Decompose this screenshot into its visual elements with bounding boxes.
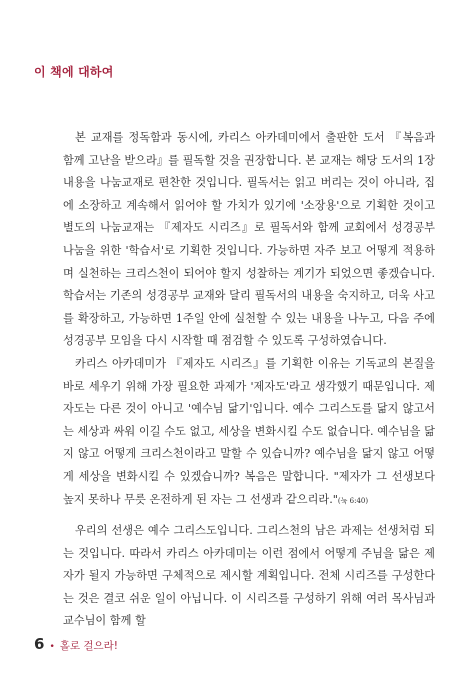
paragraph-2-text: 카리스 아카데미가 『제자도 시리즈』를 기획한 이유는 기독교의 본질을 바로 세우기 위해 가장 필요한 과제가 '제자도'라고 생각했기 때문입니다. 제자도는 다른 것이 아니고 '예수님 닮기'입니다. 예수 그리스도를 닮지 않고서는 세상과 싸워 이길 수도 없고, 세상을 변화시킬 수도 없습니다. 예수님을 닮지 않고 어떻게 크리스천이라고 말할 수 있습니까? 예수님을 닮지 않고 어떻게 세상을 변화시킬 수 있겠습니까? 복음은 말합니다. "제자가 그 선생보다 높지 못하나 무릇 온전하게 된 자는 그 선생과 같으리라.": [63, 356, 435, 506]
page-number: 6: [34, 635, 45, 653]
bible-citation: (눅 6:40): [337, 496, 369, 505]
running-book-title: 홀로 걸으라!: [59, 640, 119, 652]
page-footer: [34, 635, 118, 653]
section-title: 이 책에 대하여: [34, 65, 114, 79]
paragraph-2: [63, 353, 435, 512]
paragraph-3: [63, 520, 435, 633]
paragraph-1: [63, 127, 435, 353]
paragraph-3-text: 우리의 선생은 예수 그리스도입니다. 그리스천의 남은 과제는 선생처럼 되는 것입니다. 따라서 카리스 아카데미는 이런 점에서 어떻게 주님을 닮은 제자가 될지 가능하면 구체적으로 제시할 계획입니다. 전체 시리즈를 구성한다는 것은 결코 쉬운 일이 아닙니다. 이 시리즈를 구성하기 위해 여러 목사님과 교수님이 함께 할: [63, 524, 435, 628]
paragraph-1-text: 본 교재를 정독함과 동시에, 카리스 아카데미에서 출판한 도서 『복음과 함께 고난을 받으라』를 필독할 것을 권장합니다. 본 교재는 해당 도서의 1장 내용을 나눔교재로 편찬한 것입니다. 필독서는 읽고 버리는 것이 아니라, 집에 소장하고 계속해서 읽어야 할 가치가 있기에 '소장용'으로 기획한 것이고 별도의 나눔교재는 『제자도 시리즈』로 필독서와 함께 교회에서 성경공부 나눔을 위한 '학습서'로 기획한 것입니다. 가능하면 자주 보고 어떻게 적용하며 실천하는 크리스천이 되어야 할지 성찰하는 계기가 되었으면 좋겠습니다. 학습서는 기존의 성경공부 교재와 달리 필독서의 내용을 숙지하고, 더욱 사고를 확장하고, 가능하면 1주일 안에 실천할 수 있는 내용을 나누고, 다음 주에 성경공부 모임을 다시 시작할 때 점검할 수 있도록 구성하였습니다.: [63, 131, 435, 348]
body-text: [63, 127, 435, 633]
bullet-separator: •: [49, 642, 55, 652]
